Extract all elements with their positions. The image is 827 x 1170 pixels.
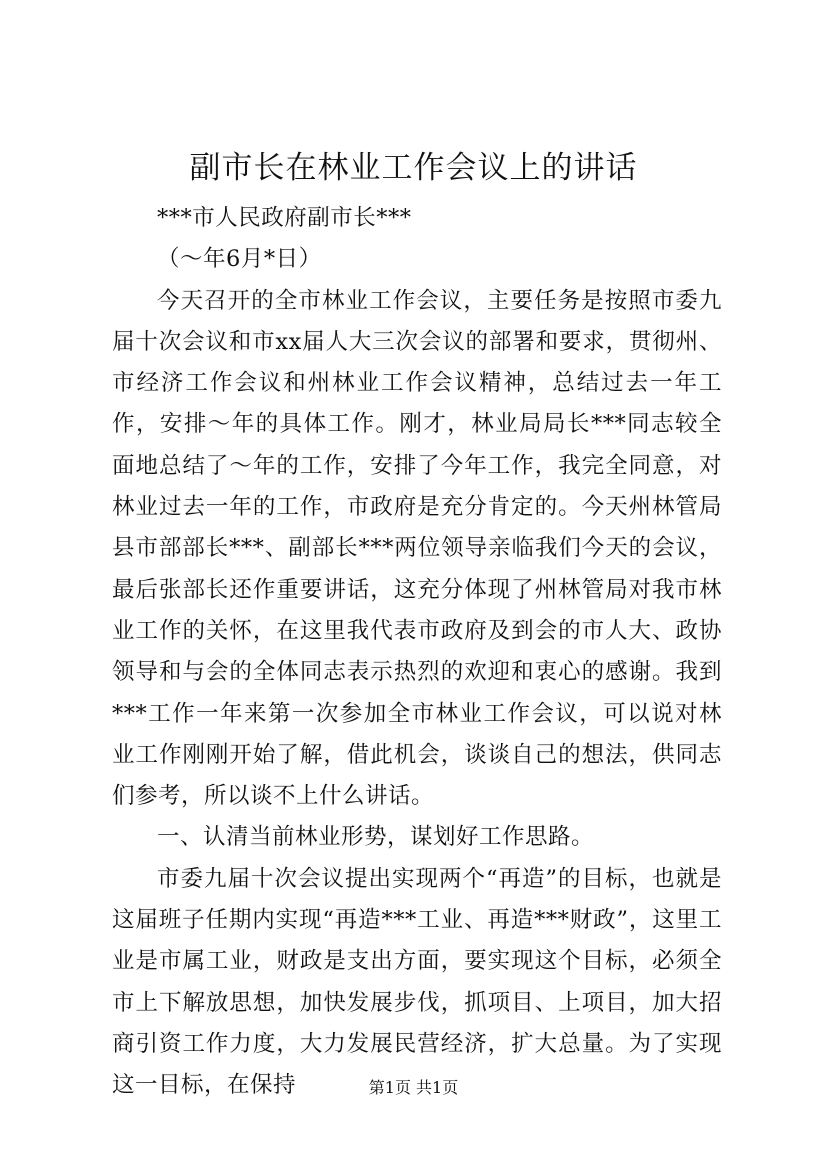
page-footer: 第1页 共1页 bbox=[368, 1078, 459, 1097]
page-title: 副市长在林业工作会议上的讲话 bbox=[189, 150, 638, 186]
author-line: ***市人民政府副市长*** bbox=[157, 205, 412, 231]
date-line: （～年6月*日） bbox=[157, 246, 322, 273]
paragraph-section-1: 市委九届十次会议提出实现两个“再造”的目标，也就是这届班子任期内实现“再造***工业、再造***财政”，这里工业是市属工业，财政是支出方面，要实现这个目标，必须全市上下解放思想，加快发展步伐，抓项目、上项目，加大招商引资工作力度，大力发展民营经济，扩大总量。为了实现这一目标，在保持 bbox=[112, 865, 722, 1099]
document-body bbox=[112, 198, 722, 1107]
paragraph-opening: 今天召开的全市林业工作会议，主要任务是按照市委九届十次会议和市xx届人大三次会议的部署和要求，贯彻州、市经济工作会议和州林业工作会议精神，总结过去一年工作，安排～年的具体工作。刚才，林业局局长***同志较全面地总结了～年的工作，安排了今年工作，我完全同意，对林业过去一年的工作，市政府是充分肯定的。今天州林管局县市部部长***、副部长***两位领导亲临我们今天的会议，最后张部长还作重要讲话，这充分体现了州林管局对我市林业工作的关怀，在这里我代表市政府及到会的市人大、政协领导和与会的全体同志表示热烈的欢迎和衷心的感谢。我到***工作一年来第一次参加全市林业工作会议，可以说对林业工作刚刚开始了解，借此机会，谈谈自己的想法，供同志们参考，所以谈不上什么讲话。 bbox=[112, 287, 722, 810]
section-heading-1: 一、认清当前林业形势，谋划好工作思路。 bbox=[157, 824, 595, 851]
